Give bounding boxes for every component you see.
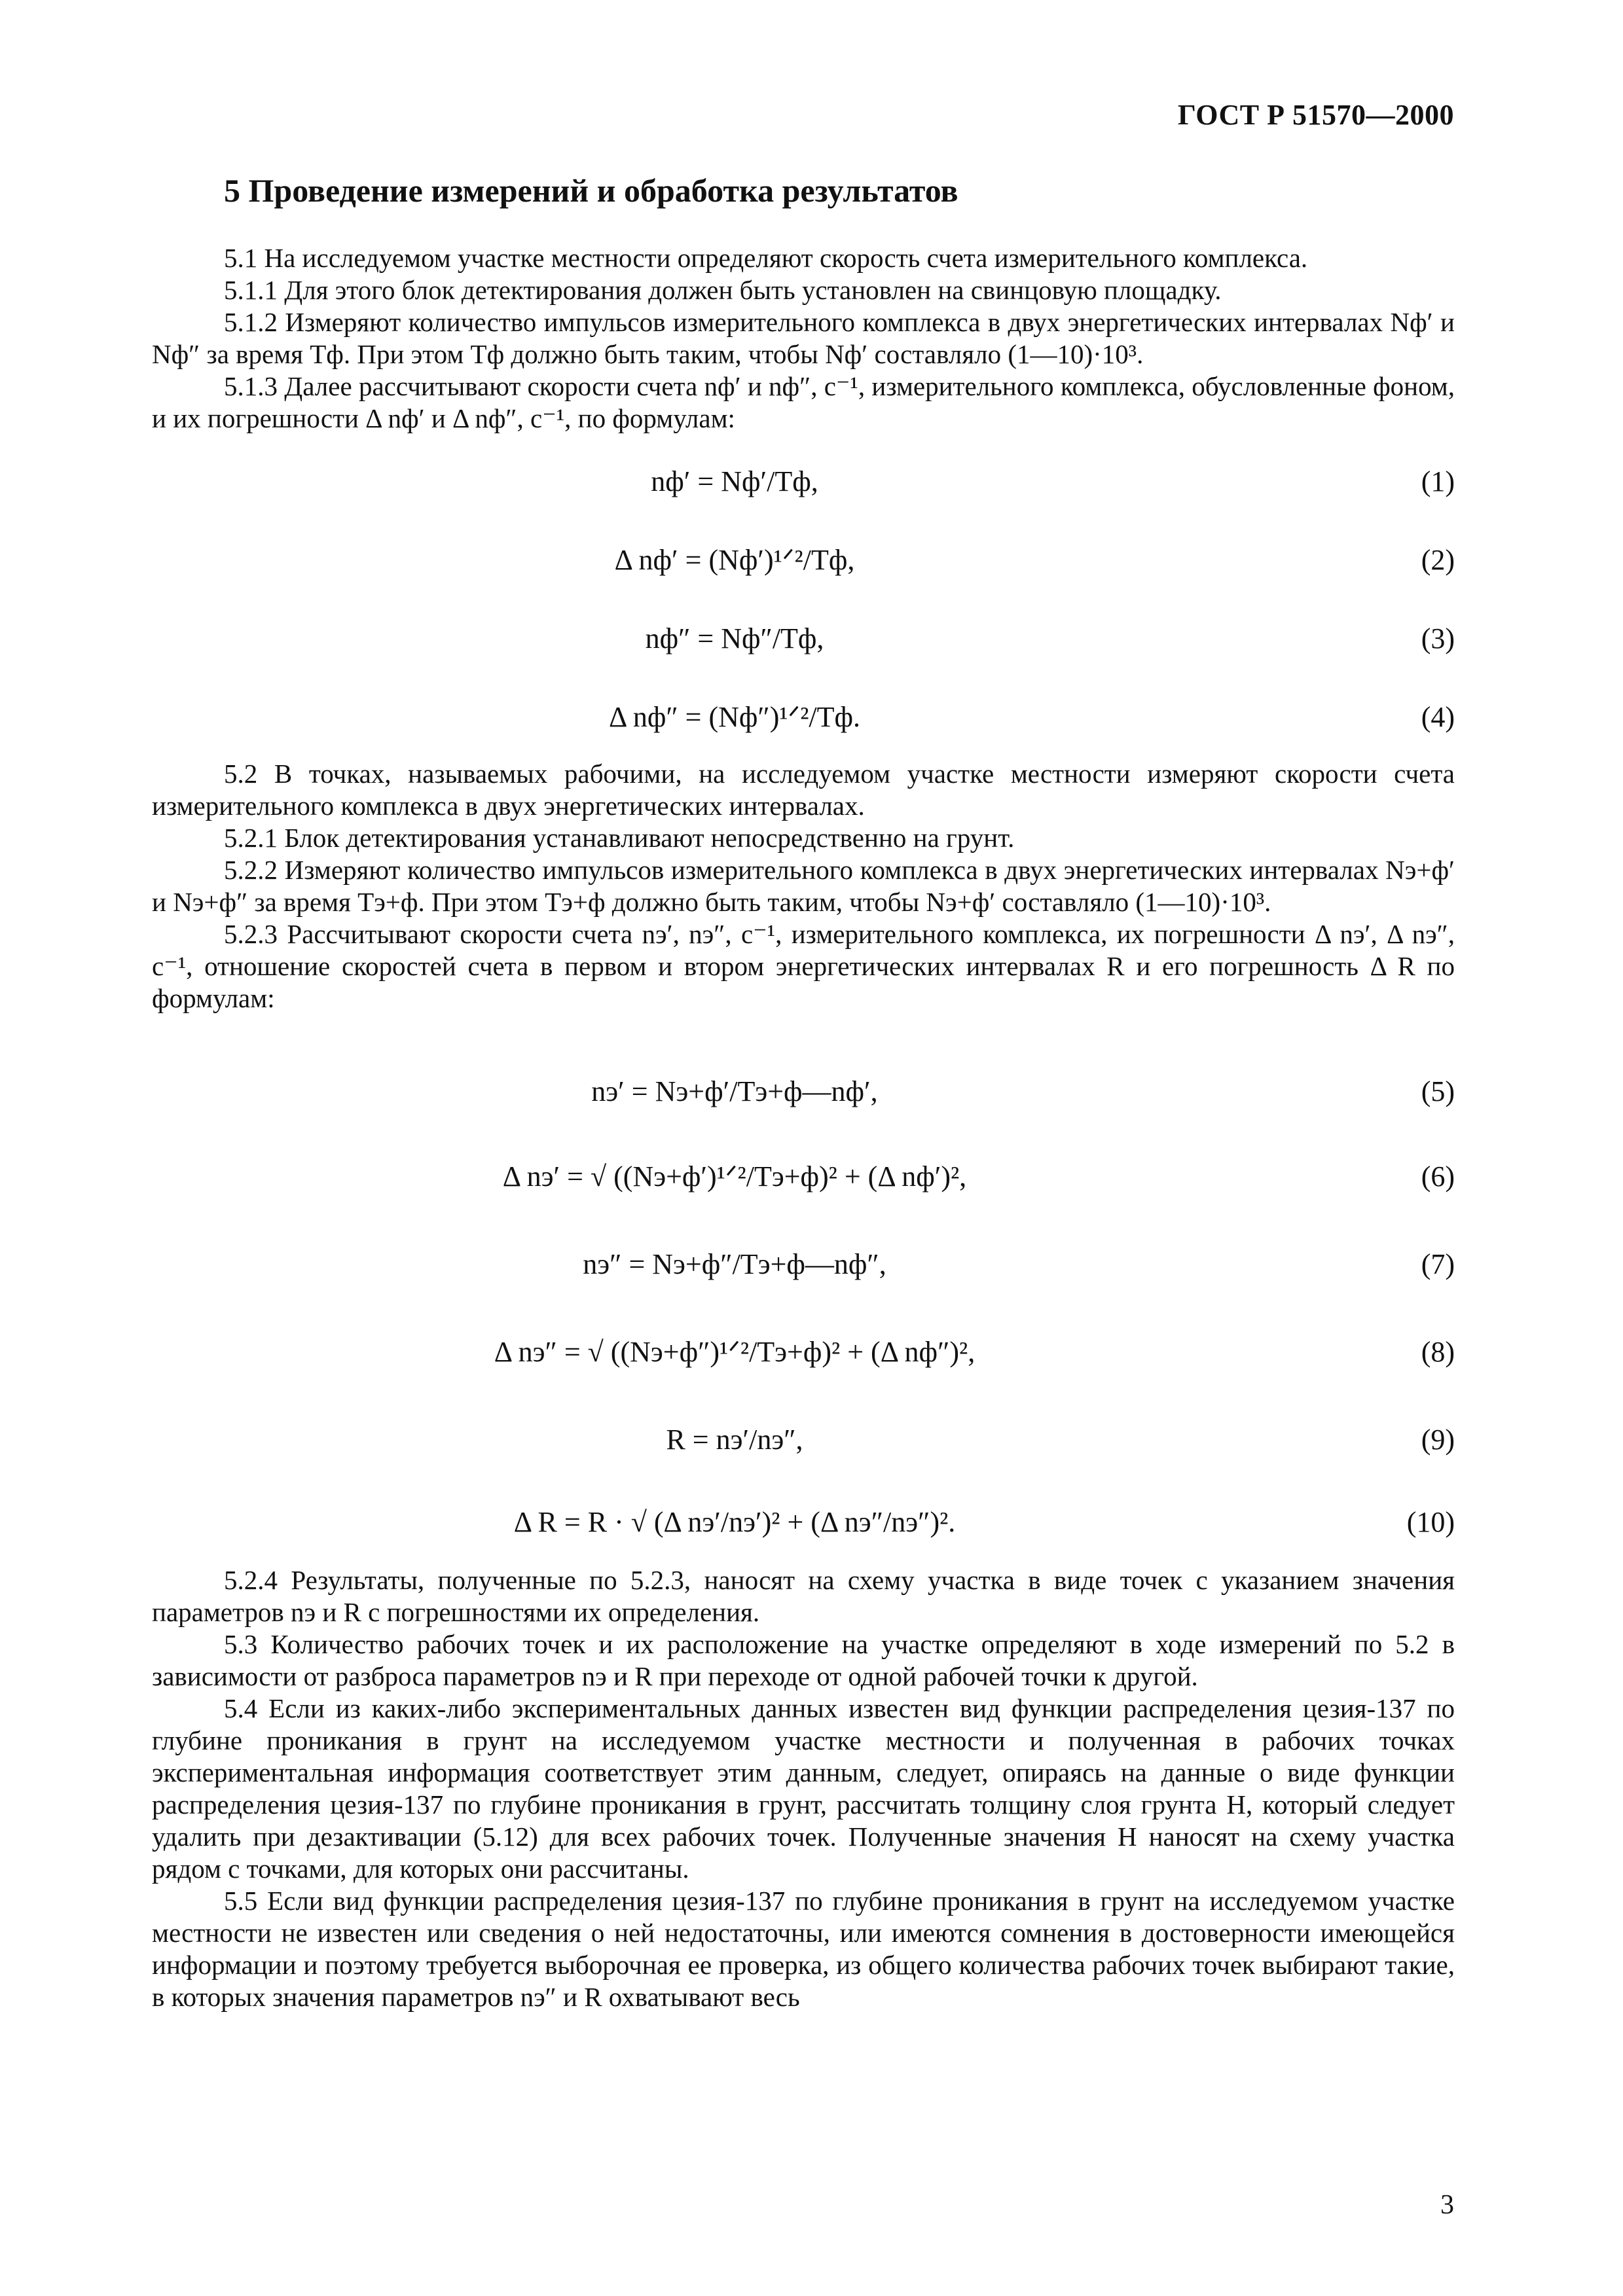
standard-header: ГОСТ Р 51570—2000 bbox=[1177, 99, 1454, 131]
formula-expression: nф′ = Nф′/Tф, bbox=[651, 465, 818, 497]
text-block-5-3 bbox=[152, 1564, 1455, 2013]
formula-3 bbox=[152, 619, 1455, 658]
formula-number: (2) bbox=[1421, 544, 1455, 576]
formula-expression: nэ″ = Nэ+ф″/Tэ+ф—nф″, bbox=[583, 1248, 886, 1280]
formula-number: (4) bbox=[1421, 701, 1455, 733]
formula-number: (8) bbox=[1421, 1336, 1455, 1368]
formula-number: (6) bbox=[1421, 1160, 1455, 1193]
formula-number: (3) bbox=[1421, 622, 1455, 655]
formula-number: (7) bbox=[1421, 1248, 1455, 1280]
formula-number: (10) bbox=[1406, 1506, 1455, 1538]
formula-expression: Δ nф″ = (Nф″)¹ᐟ²/Tф. bbox=[608, 701, 861, 733]
paragraph-5-2-1: 5.2.1 Блок детектирования устанавливают непосредственно на грунт. bbox=[224, 823, 1015, 853]
formula-5 bbox=[152, 1072, 1455, 1111]
formula-number: (1) bbox=[1421, 465, 1455, 497]
formula-8 bbox=[152, 1333, 1455, 1372]
formula-7 bbox=[152, 1245, 1455, 1284]
paragraph-5-1-2: 5.1.2 Измеряют количество импульсов измерительного комплекса в двух энергетических интервалах Nф′ и Nф″ за время Tф. При этом Tф должно быть таким, чтобы Nф′ составляло (1—10)·10³. bbox=[152, 307, 1455, 369]
paragraph-5-4: 5.4 Если из каких-либо экспериментальных данных известен вид функции распределения цезия-137 по глубине проникания в грунт на исследуемом участке местности и полученная в рабочих точках экспериментальная информация соответствует этим данным, следует, опираясь на данные о виде функции распределения цезия-137 по глубине проникания в грунт, рассчитать толщину слоя грунта H, который следует удалить при дезактивации (5.12) для всех рабочих точек. Полученные значения H наносят на схему участка рядом с точками, для которых они рассчитаны. bbox=[152, 1693, 1455, 1884]
formula-expression: R = nэ′/nэ″, bbox=[666, 1424, 803, 1456]
formula-number: (9) bbox=[1421, 1424, 1455, 1456]
formula-expression: Δ nэ′ = √ ((Nэ+ф′)¹ᐟ²/Tэ+ф)² + (Δ nф′)², bbox=[502, 1160, 967, 1193]
paragraph-5-3: 5.3 Количество рабочих точек и их расположение на участке определяют в ходе измерений по 5.2 в зависимости от разброса параметров nэ и R при переходе от одной рабочей точки к другой. bbox=[152, 1629, 1455, 1691]
page-number: 3 bbox=[1440, 2190, 1454, 2220]
formula-number: (5) bbox=[1421, 1075, 1455, 1107]
formula-expression: nэ′ = Nэ+ф′/Tэ+ф—nф′, bbox=[591, 1075, 878, 1107]
formula-10 bbox=[152, 1503, 1455, 1542]
paragraph-5-5: 5.5 Если вид функции распределения цезия-137 по глубине проникания в грунт на исследуемом участке местности не известен или сведения о ней недостаточны, или имеются сомнения в достоверности имеющейся информации и поэтому требуется выборочная ее проверка, из общего количества рабочих точек выбирают такие, в которых значения параметров nэ″ и R охватывают весь bbox=[152, 1886, 1455, 2012]
formula-6 bbox=[152, 1157, 1455, 1196]
formula-expression: nф″ = Nф″/Tф, bbox=[645, 622, 824, 655]
formula-1 bbox=[152, 462, 1455, 501]
section-title: 5 Проведение измерений и обработка результатов bbox=[224, 172, 958, 209]
paragraph-5-2-4: 5.2.4 Результаты, полученные по 5.2.3, наносят на схему участка в виде точек с указанием значения параметров nэ и R с погрешностями их определения. bbox=[152, 1565, 1455, 1627]
paragraph-5-1-3: 5.1.3 Далее рассчитывают скорости счета nф′ и nф″, с⁻¹, измерительного комплекса, обусловленные фоном, и их погрешности Δ nф′ и Δ nф″, с⁻¹, по формулам: bbox=[152, 371, 1455, 433]
text-block-5-1 bbox=[152, 242, 1455, 435]
formula-9 bbox=[152, 1420, 1455, 1460]
formula-expression: Δ R = R · √ (Δ nэ′/nэ′)² + (Δ nэ″/nэ″)². bbox=[513, 1506, 956, 1538]
formula-expression: Δ nф′ = (Nф′)¹ᐟ²/Tф, bbox=[614, 544, 855, 576]
text-block-5-2 bbox=[152, 758, 1455, 1014]
paragraph-5-1: 5.1 На исследуемом участке местности определяют скорость счета измерительного комплекса. bbox=[224, 243, 1308, 273]
paragraph-5-1-1: 5.1.1 Для этого блок детектирования должен быть установлен на свинцовую площадку. bbox=[224, 275, 1222, 305]
paragraph-5-2-2: 5.2.2 Измеряют количество импульсов измерительного комплекса в двух энергетических интервалах Nэ+ф′ и Nэ+ф″ за время Tэ+ф. При этом Tэ+ф должно быть таким, чтобы Nэ+ф′ составляло (1—10)·10³. bbox=[152, 855, 1455, 917]
formula-2 bbox=[152, 541, 1455, 580]
paragraph-5-2: 5.2 В точках, называемых рабочими, на исследуемом участке местности измеряют скорости счета измерительного комплекса в двух энергетических интервалах. bbox=[152, 759, 1455, 821]
formula-expression: Δ nэ″ = √ ((Nэ+ф″)¹ᐟ²/Tэ+ф)² + (Δ nф″)², bbox=[494, 1336, 976, 1368]
paragraph-5-2-3: 5.2.3 Рассчитывают скорости счета nэ′, nэ″, с⁻¹, измерительного комплекса, их погрешности Δ nэ′, Δ nэ″, с⁻¹, отношение скоростей счета в первом и втором энергетических интервалах R и его погрешность Δ R по формулам: bbox=[152, 919, 1455, 1013]
formula-4 bbox=[152, 698, 1455, 737]
